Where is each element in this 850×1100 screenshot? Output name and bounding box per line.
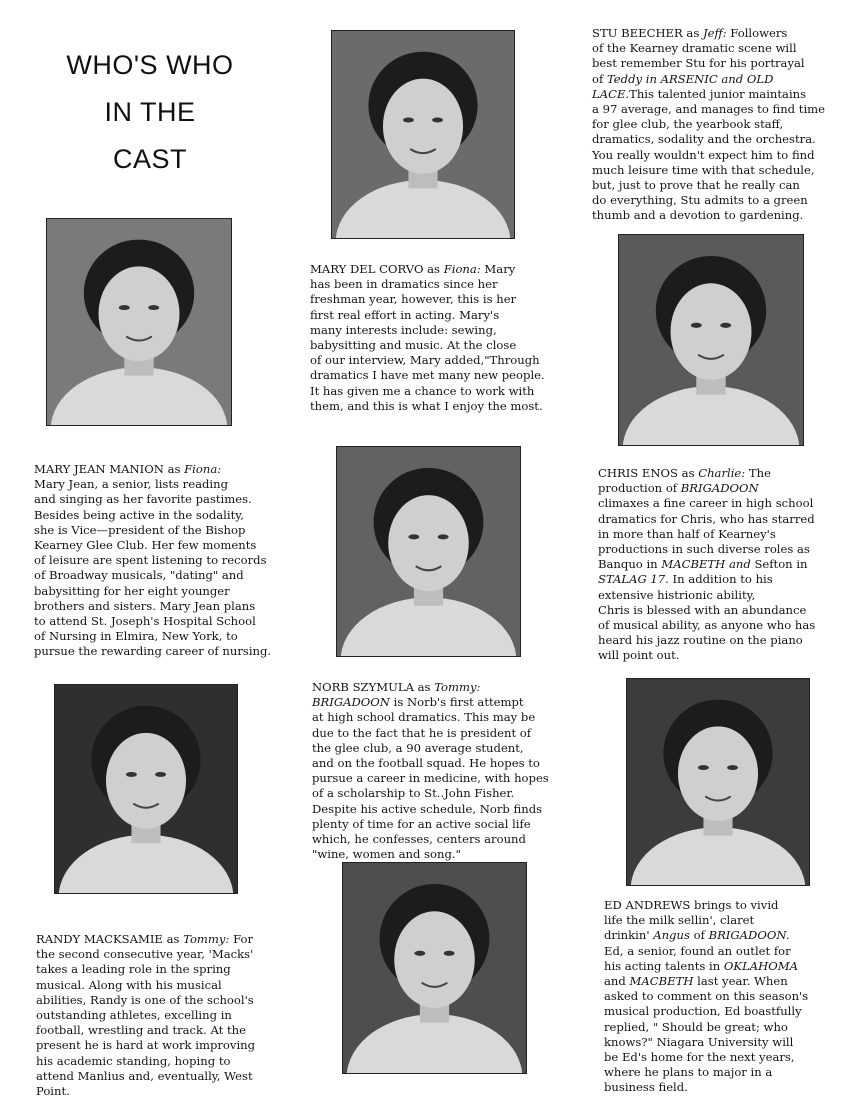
photo-mary-jean-manion (46, 218, 232, 426)
face-shape (106, 733, 186, 829)
bio-line (310, 384, 545, 399)
bio-text: drinkin' (604, 928, 654, 943)
eye-shape (126, 772, 137, 777)
bio-line (34, 492, 271, 507)
photo-chris-enos (336, 446, 521, 657)
portrait-graphic (55, 685, 237, 893)
face-shape (678, 726, 758, 821)
bio-line (592, 87, 825, 102)
bio-text: the second consecutive year, 'Macks' (36, 947, 254, 962)
bio-line (312, 832, 549, 847)
portrait-graphic (619, 235, 803, 445)
bio-text: for glee club, the yearbook staff, (592, 117, 784, 132)
bio-line (592, 56, 825, 71)
bio-line (592, 117, 825, 132)
bio-line (592, 208, 825, 223)
bio-line (592, 193, 825, 208)
bio-text: of our interview, Mary added,"Through (310, 353, 540, 368)
bio-line (598, 648, 815, 663)
title-line: WHO'S WHO (66, 50, 234, 80)
bio-line (36, 1008, 255, 1023)
bio-text: dramatics, sodality and the orchestra. (592, 132, 816, 147)
bio-text: Chris is blessed with an abundance (598, 602, 807, 617)
bio-line (598, 618, 815, 633)
bio-line (34, 599, 271, 614)
bio-italic-text: Jeff: (702, 26, 727, 40)
eye-shape (119, 305, 130, 310)
eye-shape (720, 323, 731, 328)
bio-line (34, 644, 271, 659)
bio-line (36, 1054, 255, 1069)
bio-line (36, 993, 255, 1008)
portrait-graphic (337, 447, 520, 656)
bio-text: STU BEECHER as (592, 26, 703, 40)
bio-text: Followers (726, 26, 788, 40)
bio-text: climaxes a fine career in high school (598, 496, 814, 511)
bio-line (34, 523, 271, 538)
bio-line (36, 962, 255, 977)
bio-italic-text: Teddy in ARSENIC and OLD (606, 71, 774, 86)
photo-norb-szymula (342, 862, 527, 1074)
bio-line (36, 932, 255, 947)
bio-text: of (689, 928, 709, 943)
bio-line (36, 1084, 255, 1099)
bio-line (604, 974, 808, 989)
bio-text: be Ed's home for the next years, (604, 1050, 795, 1065)
bio-text: the glee club, a 90 average student, (312, 740, 524, 755)
bio-text: of a scholarship to St..John Fisher. (312, 786, 515, 801)
bio-text: musical. Along with his musical (36, 977, 222, 992)
bio-text: brothers and sisters. Mary Jean plans (34, 598, 256, 613)
bio-line (34, 508, 271, 523)
bio-text: asked to comment on this season's (604, 989, 809, 1004)
bio-italic-text: MACBETH and (661, 557, 751, 572)
bio-text: of Broadway musicals, "dating" and (34, 568, 244, 583)
bio-text: in more than half of Kearney's (598, 526, 776, 541)
bio-text: abilities, Randy is one of the school's (36, 992, 254, 1007)
photo-ed-andrews (626, 678, 810, 886)
bio-text: where he plans to major in a (604, 1065, 773, 1080)
bio-line (604, 944, 808, 959)
bio-line (312, 756, 549, 771)
portrait-graphic (332, 31, 514, 238)
eye-shape (727, 765, 738, 770)
bio-line (604, 1035, 808, 1050)
bio-text: present he is hard at work improving (36, 1038, 256, 1053)
bio-line (592, 26, 825, 41)
bio-text: Kearney Glee Club. Her few moments (34, 538, 257, 553)
bio-text: to attend St. Joseph's Hospital School (34, 614, 256, 629)
face-shape (388, 495, 469, 591)
bio-italic-text: Tommy: (183, 932, 230, 946)
portrait-graphic (47, 219, 231, 425)
bio-text: she is Vice—president of the Bishop (34, 522, 246, 537)
bio-text: his acting talents in (604, 958, 724, 973)
bio-text: and on the football squad. He hopes to (312, 756, 540, 771)
bio-line (598, 481, 815, 496)
bio-line (34, 462, 271, 477)
bio-italic-text: LACE. (592, 86, 630, 101)
bio-italic-text: Tommy: (434, 680, 481, 694)
bio-line (310, 277, 545, 292)
bio-line (312, 741, 549, 756)
eye-shape (691, 323, 702, 328)
bio-text: much leisure time with that schedule, (592, 162, 815, 177)
bio-line (604, 1050, 808, 1065)
bio-text: pursue a career in medicine, with hopes (312, 771, 549, 786)
bio-text: and (604, 974, 630, 989)
bio-line (36, 978, 255, 993)
bio-randy-macksamie (36, 932, 255, 1099)
bio-line (604, 1080, 808, 1095)
bio-line (592, 72, 825, 87)
bio-italic-text: STALAG 17. (598, 572, 669, 587)
bio-text: ED ANDREWS brings to vivid (604, 898, 779, 912)
bio-text: life the milk sellin', claret (604, 913, 755, 928)
bio-text: production of (598, 481, 681, 496)
bio-italic-text: Angus (653, 928, 690, 943)
bio-italic-text: Fiona: (184, 462, 222, 476)
bio-text: business field. (604, 1080, 688, 1095)
bio-line (34, 538, 271, 553)
face-shape (383, 79, 463, 174)
bio-text: his academic standing, hoping to (36, 1053, 231, 1068)
bio-text: Mary (480, 262, 516, 276)
bio-text: do everything, Stu admits to a green (592, 193, 808, 208)
bio-line (36, 1038, 255, 1053)
bio-line (310, 292, 545, 307)
bio-line (310, 353, 545, 368)
bio-text: of musical ability, as anyone who has (598, 618, 816, 633)
bio-text: of Nursing in Elmira, New York, to (34, 629, 238, 644)
bio-norb-szymula (312, 680, 549, 862)
bio-line (592, 163, 825, 178)
bio-line (604, 1004, 808, 1019)
bio-line (592, 132, 825, 147)
bio-text: of (592, 71, 607, 86)
bio-line (312, 847, 549, 862)
eye-shape (444, 951, 455, 956)
bio-text: at high school dramatics. This may be (312, 710, 536, 725)
portrait-graphic (343, 863, 526, 1073)
bio-text: Mary Jean, a senior, lists reading (34, 477, 229, 492)
title-line: IN THE (104, 97, 196, 127)
eye-shape (432, 118, 443, 123)
bio-line (310, 308, 545, 323)
bio-line (598, 572, 815, 587)
bio-line (34, 584, 271, 599)
bio-text: best remember Stu for his portrayal (592, 56, 805, 71)
bio-text: Banquo in (598, 557, 662, 572)
bio-line (34, 477, 271, 492)
bio-line (604, 928, 808, 943)
bio-italic-text: BRIGADOON (680, 481, 759, 496)
bio-line (598, 603, 815, 618)
bio-text: extensive histrionic ability, (598, 587, 756, 602)
bio-line (36, 1023, 255, 1038)
eye-shape (155, 772, 166, 777)
face-shape (671, 283, 752, 380)
bio-mary-jean-manion (34, 462, 271, 660)
bio-line (598, 557, 815, 572)
bio-text: dramatics I have met many new people. (310, 368, 545, 383)
bio-text: a 97 average, and manages to find time (592, 102, 826, 117)
bio-text: outstanding athletes, excelling in (36, 1008, 232, 1023)
bio-line (312, 771, 549, 786)
bio-line (604, 898, 808, 913)
bio-line (592, 148, 825, 163)
bio-line (598, 512, 815, 527)
bio-line (312, 786, 549, 801)
bio-line (604, 1065, 808, 1080)
eye-shape (414, 951, 425, 956)
bio-line (604, 1020, 808, 1035)
bio-text: Besides being active in the sodality, (34, 507, 244, 522)
bio-text: thumb and a devotion to gardening. (592, 208, 804, 223)
bio-text: You really wouldn't expect him to find (592, 147, 815, 162)
bio-text: musical production, Ed boastfully (604, 1004, 802, 1019)
bio-italic-text: BRIGADOON (312, 695, 390, 710)
bio-line (592, 41, 825, 56)
bio-text: due to the fact that he is president of (312, 725, 532, 740)
bio-text: productions in such diverse roles as (598, 542, 810, 557)
bio-chris-enos (598, 466, 815, 664)
bio-line (312, 726, 549, 741)
bio-italic-text: Fiona: (443, 262, 481, 276)
bio-text: which, he confesses, centers around (312, 832, 526, 847)
bio-text: attend Manlius and, eventually, West (36, 1068, 253, 1083)
bio-text: For (229, 932, 254, 946)
face-shape (394, 911, 475, 1008)
bio-line (310, 323, 545, 338)
photo-randy-macksamie (54, 684, 238, 894)
eye-shape (408, 534, 419, 539)
bio-text: The (745, 466, 771, 480)
bio-stu-beecher (592, 26, 825, 224)
bio-text: Ed, a senior, found an outlet for (604, 943, 791, 958)
bio-text: dramatics for Chris, who has starred (598, 511, 815, 526)
face-shape (99, 266, 180, 361)
bio-line (598, 527, 815, 542)
bio-text: CHRIS ENOS as (598, 466, 699, 480)
bio-ed-andrews (604, 898, 808, 1096)
bio-line (36, 1069, 255, 1084)
bio-line (598, 466, 815, 481)
bio-text: babysitting and music. At the close (310, 338, 517, 353)
bio-text: and singing as her favorite pastimes. (34, 492, 252, 507)
bio-line (312, 817, 549, 832)
bio-text: first real effort in acting. Mary's (310, 307, 500, 322)
bio-text: Sefton in (750, 557, 808, 572)
photo-mary-del-corvo (331, 30, 515, 239)
bio-line (34, 614, 271, 629)
bio-text: of the Kearney dramatic scene will (592, 41, 797, 56)
bio-text: heard his jazz routine on the piano (598, 633, 803, 648)
bio-line (598, 588, 815, 603)
bio-line (312, 710, 549, 725)
bio-line (34, 629, 271, 644)
title-line: CAST (112, 144, 187, 174)
bio-text: them, and this is what I enjoy the most. (310, 398, 543, 413)
bio-text: MARY DEL CORVO as (310, 262, 444, 276)
bio-text: NORB SZYMULA as (312, 680, 435, 694)
bio-line (604, 959, 808, 974)
bio-line (598, 633, 815, 648)
bio-text: many interests include: sewing, (310, 322, 497, 337)
bio-line (312, 695, 549, 710)
bio-italic-text: MACBETH (629, 974, 694, 989)
eye-shape (438, 534, 449, 539)
bio-italic-text: BRIGADOON. (708, 928, 790, 943)
bio-line (592, 102, 825, 117)
eye-shape (698, 765, 709, 770)
bio-line (310, 368, 545, 383)
bio-line (34, 568, 271, 583)
bio-italic-text: OKLAHOMA (723, 958, 799, 973)
portrait-graphic (627, 679, 809, 885)
bio-text: but, just to prove that he really can (592, 178, 800, 193)
bio-text: football, wrestling and track. At the (36, 1023, 246, 1038)
bio-text: Point. (36, 1084, 70, 1099)
bio-line (310, 399, 545, 414)
bio-line (36, 947, 255, 962)
bio-text: freshman year, however, this is her (310, 292, 517, 307)
bio-line (592, 178, 825, 193)
bio-text: pursue the rewarding career of nursing. (34, 644, 272, 659)
bio-line (598, 542, 815, 557)
bio-text: MARY JEAN MANION as (34, 462, 185, 476)
bio-text: "wine, women and song." (312, 847, 461, 862)
bio-text: replied, " Should be great; who (604, 1019, 788, 1034)
bio-text: is Norb's first attempt (389, 695, 524, 710)
eye-shape (148, 305, 159, 310)
bio-text: will point out. (598, 648, 680, 663)
bio-line (604, 913, 808, 928)
bio-text: knows?" Niagara University will (604, 1034, 794, 1049)
bio-text: has been in dramatics since her (310, 277, 498, 292)
bio-text: of leisure are spent listening to records (34, 553, 267, 568)
bio-text: takes a leading role in the spring (36, 962, 231, 977)
bio-line (312, 802, 549, 817)
bio-line (310, 262, 545, 277)
bio-line (312, 680, 549, 695)
bio-text: It has given me a chance to work with (310, 383, 535, 398)
bio-text: babysitting for her eight younger (34, 583, 230, 598)
bio-line (598, 496, 815, 511)
bio-text: plenty of time for an active social life (312, 816, 531, 831)
bio-text: In addition to his (668, 572, 773, 587)
bio-text: RANDY MACKSAMIE as (36, 932, 184, 946)
bio-italic-text: Charlie: (698, 466, 746, 480)
bio-text: Despite his active schedule, Norb finds (312, 801, 543, 816)
page-title (30, 42, 270, 183)
bio-text: This talented junior maintains (629, 86, 807, 101)
photo-stu-beecher (618, 234, 804, 446)
bio-line (310, 338, 545, 353)
bio-text: last year. When (693, 974, 788, 989)
bio-line (604, 989, 808, 1004)
bio-mary-del-corvo (310, 262, 545, 414)
bio-line (34, 553, 271, 568)
eye-shape (403, 118, 414, 123)
